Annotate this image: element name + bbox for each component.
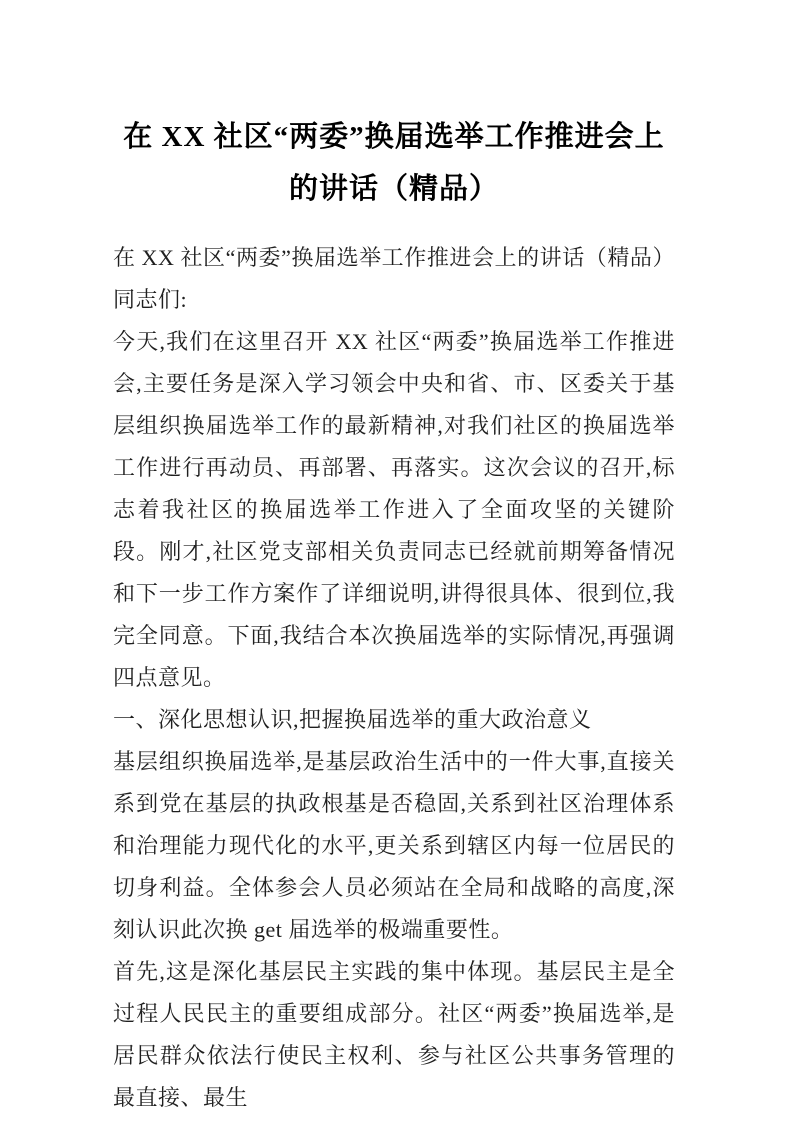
- paragraph-opening: 今天,我们在这里召开 XX 社区“两委”换届选举工作推进会,主要任务是深入学习领会中央和省、市、区委关于基层组织换届选举工作的最新精神,对我们社区的换届选举工作进行再动员、再部署、再落实。这次会议的召开,标志着我社区的换届选举工作进入了全面攻坚的关键阶段。刚才,社区党支部相关负责同志已经就前期筹备情况和下一步工作方案作了详细说明,讲得很具体、很到位,我完全同意。下面,我结合本次换届选举的实际情况,再强调四点意见。: [113, 329, 675, 690]
- paragraph-section-1-point-1: 首先,这是深化基层民主实践的集中体现。基层民主是全过程人民民主的重要组成部分。社区“两委”换届选举,是居民群众依法行使民主权利、参与社区公共事务管理的最直接、最生: [113, 959, 675, 1110]
- document-title: [113, 0, 675, 215]
- paragraph-salutation: 在 XX 社区“两委”换届选举工作推进会上的讲话（精品） 同志们:: [113, 245, 675, 312]
- paragraph-section-heading-1: 一、深化思想认识,把握换届选举的重大政治意义: [113, 707, 592, 732]
- document-body: [113, 237, 675, 1119]
- document-title-line-1: 在 XX 社区“两委”换届选举工作推进会上: [123, 121, 665, 153]
- document-title-line-2: 的讲话（精品）: [288, 173, 499, 205]
- paragraph-section-1-body: 基层组织换届选举,是基层政治生活中的一件大事,直接关系到党在基层的执政根基是否稳固,关系到社区治理体系和治理能力现代化的水平,更关系到辖区内每一位居民的切身利益。全体参会人员必须站在全局和战略的高度,深刻认识此次换 get 届选举的极端重要性。: [113, 749, 675, 942]
